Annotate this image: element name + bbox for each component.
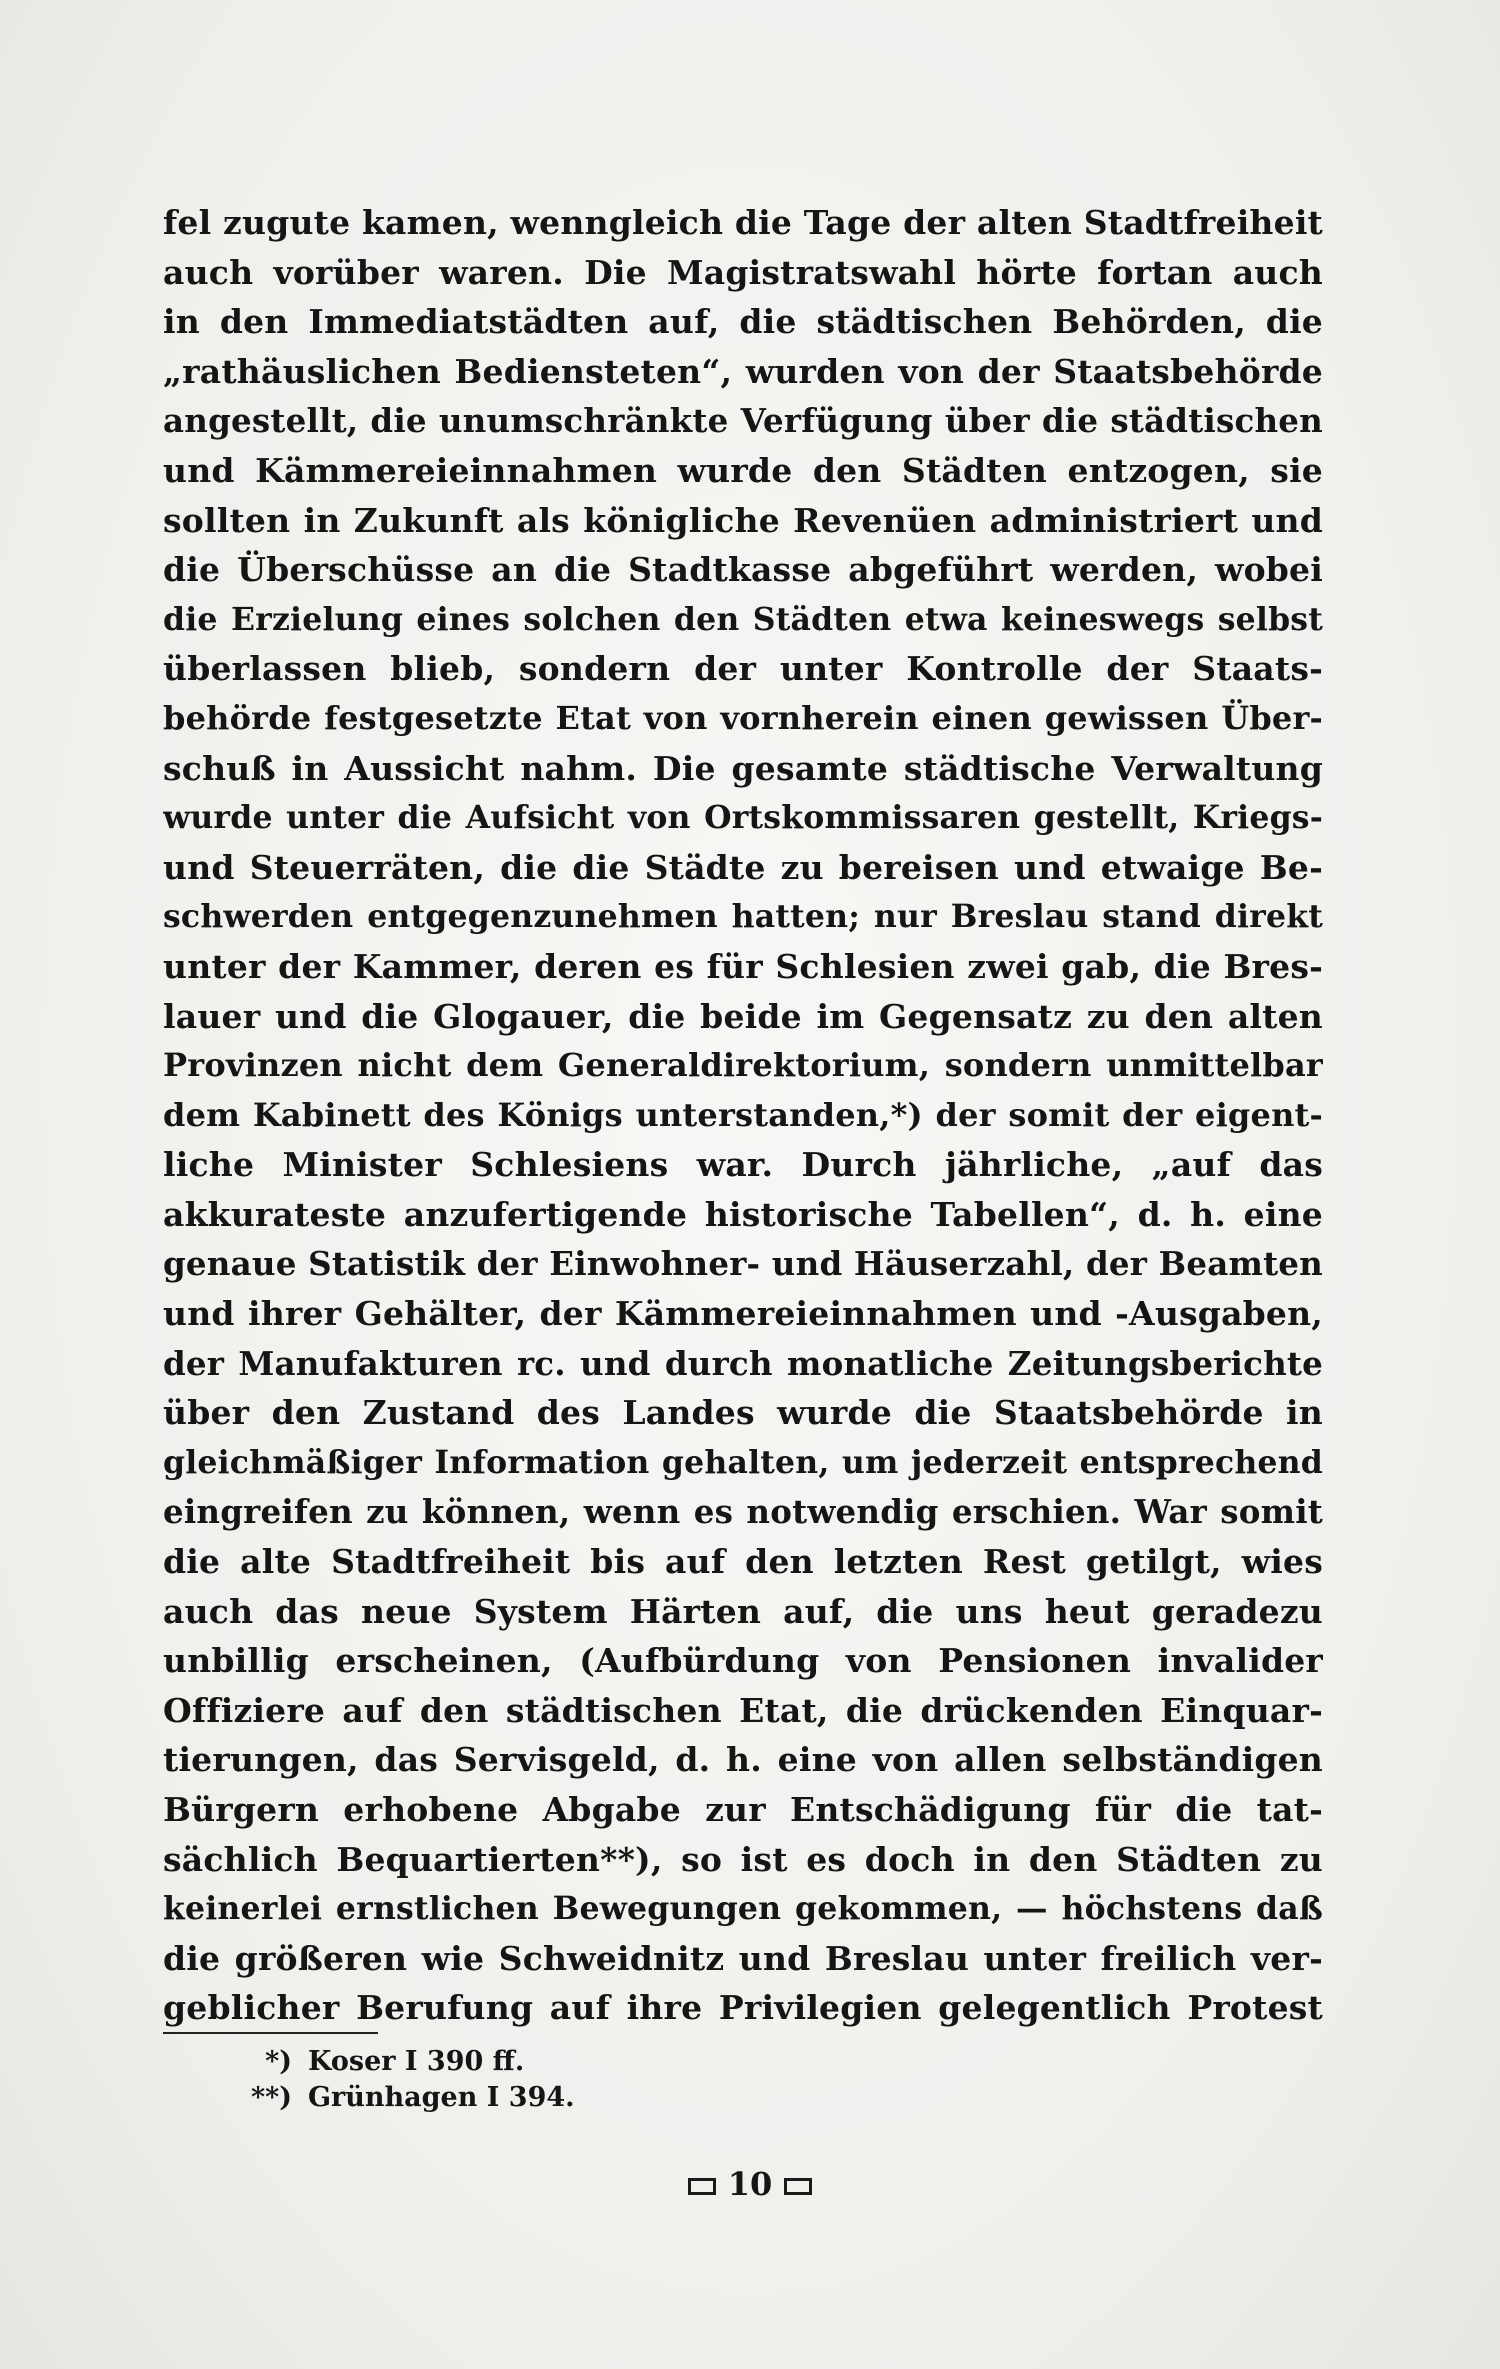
text-line: der Manufakturen rc. und durch monatliche Zeitungsberichte bbox=[163, 1343, 1323, 1383]
text-line: überlassen blieb, sondern der unter Kontrolle der Staats- bbox=[163, 649, 1323, 689]
text-line: sollten in Zukunft als königliche Revenüen administriert und bbox=[163, 500, 1323, 540]
text-line: über den Zustand des Landes wurde die Staatsbehörde in bbox=[163, 1393, 1323, 1433]
footnote bbox=[236, 2044, 936, 2080]
text-line: angestellt, die unumschränkte Verfügung über die städtischen bbox=[163, 401, 1323, 441]
footnotes bbox=[236, 2044, 936, 2116]
text-line: auch vorüber waren. Die Magistratswahl hörte fortan auch bbox=[163, 252, 1323, 292]
text-line: keinerlei ernstlichen Bewegungen gekommen, — höchstens daß bbox=[163, 1890, 1323, 1928]
text-line: auch das neue System Härten auf, die uns heut geradezu bbox=[163, 1591, 1323, 1631]
text-line: eingreifen zu können, wenn es notwendig erschien. War somit bbox=[163, 1492, 1323, 1532]
text-line: lauer und die Glogauer, die beide im Gegensatz zu den alten bbox=[163, 996, 1323, 1036]
footnote-mark: **) bbox=[250, 2082, 292, 2113]
text-line: schuß in Aussicht nahm. Die gesamte städtische Verwaltung bbox=[163, 748, 1323, 788]
page-number-value: 10 bbox=[727, 2165, 773, 2203]
text-line: unbillig erscheinen, (Aufbürdung von Pensionen invalider bbox=[163, 1641, 1323, 1681]
footnote-divider bbox=[163, 2032, 378, 2034]
page-number bbox=[0, 2164, 1500, 2204]
body-text bbox=[163, 198, 1323, 2033]
text-line: die größeren wie Schweidnitz und Breslau unter freilich ver- bbox=[163, 1938, 1323, 1978]
text-line: schwerden entgegenzunehmen hatten; nur Breslau stand direkt bbox=[163, 898, 1323, 936]
text-line: „rathäuslichen Bediensteten“, wurden von der Staatsbehörde bbox=[163, 351, 1323, 391]
text-line: wurde unter die Aufsicht von Ortskommissaren gestellt, Kriegs- bbox=[163, 799, 1323, 837]
text-line: gleichmäßiger Information gehalten, um jederzeit entsprechend bbox=[163, 1443, 1323, 1481]
text-line: genaue Statistik der Einwohner- und Häuserzahl, der Beamten bbox=[163, 1244, 1323, 1284]
text-line: und Steuerräten, die die Städte zu bereisen und etwaige Be- bbox=[163, 847, 1323, 887]
text-line: behörde festgesetzte Etat von vornherein einen gewissen Über- bbox=[163, 698, 1323, 737]
text-line: und ihrer Gehälter, der Kämmereieinnahmen und -Ausgaben, bbox=[163, 1294, 1323, 1334]
footnote-mark: *) bbox=[265, 2046, 292, 2077]
footnote-text: Koser I 390 ff. bbox=[308, 2046, 525, 2077]
text-line: sächlich Bequartierten**), so ist es doch in den Städten zu bbox=[163, 1839, 1323, 1879]
text-line: liche Minister Schlesiens war. Durch jährliche, „auf das bbox=[163, 1145, 1323, 1185]
text-line: Offiziere auf den städtischen Etat, die drückenden Einquar- bbox=[163, 1690, 1323, 1730]
text-line: fel zugute kamen, wenngleich die Tage der alten Stadtfreiheit bbox=[163, 203, 1323, 242]
footnote-text: Grünhagen I 394. bbox=[308, 2082, 575, 2113]
text-line: dem Kabinett des Königs unterstanden,*) der somit der eigent- bbox=[163, 1095, 1323, 1134]
ornament-box-icon bbox=[784, 2178, 812, 2195]
text-line: Provinzen nicht dem Generaldirektorium, sondern unmittelbar bbox=[163, 1046, 1323, 1085]
footnote bbox=[236, 2080, 936, 2116]
text-line: Bürgern erhobene Abgabe zur Entschädigung für die tat- bbox=[163, 1790, 1323, 1829]
ornament-box-icon bbox=[688, 2178, 716, 2195]
text-line: geblicher Berufung auf ihre Privilegien gelegentlich Protest bbox=[163, 1988, 1323, 2028]
text-line: akkurateste anzufertigende historische Tabellen“, d. h. eine bbox=[163, 1194, 1323, 1234]
text-line: die Überschüsse an die Stadtkasse abgeführt werden, wobei bbox=[163, 550, 1323, 590]
text-line: tierungen, das Servisgeld, d. h. eine von allen selbständigen bbox=[163, 1740, 1323, 1780]
text-line: unter der Kammer, deren es für Schlesien zwei gab, die Bres- bbox=[163, 946, 1323, 986]
text-line: die Erzielung eines solchen den Städten etwa keineswegs selbst bbox=[163, 600, 1323, 638]
text-line: die alte Stadtfreiheit bis auf den letzten Rest getilgt, wies bbox=[163, 1542, 1323, 1582]
text-line: und Kämmereieinnahmen wurde den Städten entzogen, sie bbox=[163, 450, 1323, 490]
text-line: in den Immediatstädten auf, die städtischen Behörden, die bbox=[163, 302, 1323, 342]
